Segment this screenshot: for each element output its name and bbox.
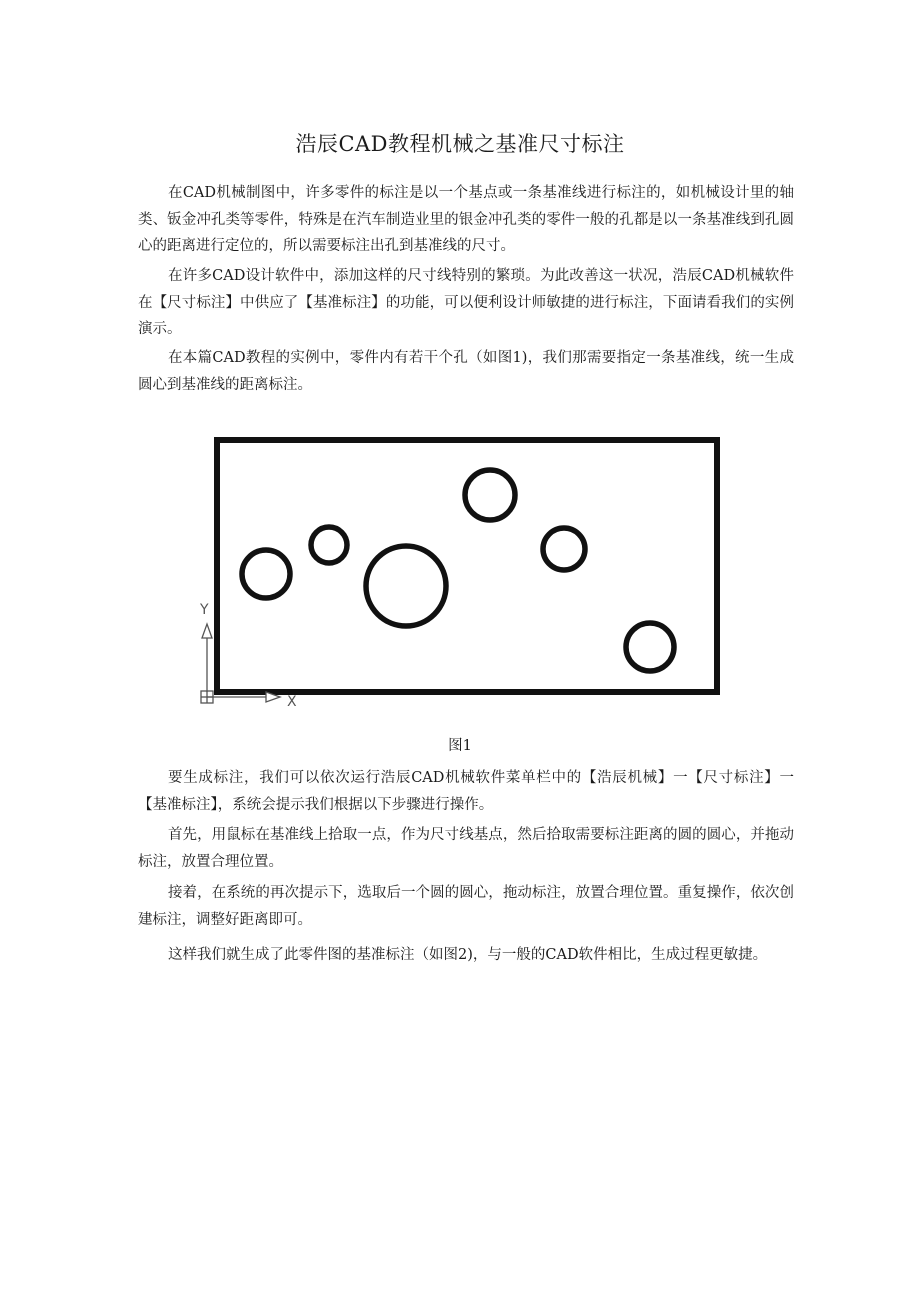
hole-circle [242, 550, 290, 598]
paragraph-software: 在许多CAD设计软件中，添加这样的尺寸线特别的繁琐。为此改善这一状况，浩辰CAD机械软件在【尺寸标注】中供应了【基准标注】的功能，可以便利设计师敏捷的进行标注，下面请看我们的实例演示。 [138, 268, 794, 337]
hole-circle [543, 528, 585, 570]
hole-circle [465, 470, 515, 520]
paragraph-step-first: 首先，用鼠标在基准线上拾取一点，作为尺寸线基点，然后拾取需要标注距离的圆的圆心，并拖动标注，放置合理位置。 [138, 827, 794, 870]
y-axis-arrow [202, 624, 212, 638]
paragraph-conclusion: 这样我们就生成了此零件图的基准标注（如图2)，与一般的CAD软件相比，生成过程更敏捷。 [168, 947, 768, 963]
paragraph-steps-intro: 要生成标注，我们可以依次运行浩辰CAD机械软件菜单栏中的【浩辰机械】一【尺寸标注】一【基准标注】，系统会提示我们根据以下步骤进行操作。 [138, 770, 794, 813]
hole-circle [366, 546, 446, 626]
part-outline [217, 440, 717, 692]
paragraph-intro: 在CAD机械制图中，许多零件的标注是以一个基点或一条基准线进行标注的，如机械设计里的轴类、钣金冲孔类等零件，特殊是在汽车制造业里的银金冲孔类的零件一般的孔都是以一条基准线到孔圆心的距离进行定位的，所以需要标注出孔到基准线的尺寸。 [138, 185, 794, 254]
hole-circle [626, 623, 674, 671]
figure-part-drawing [192, 430, 732, 720]
x-axis-label: X [287, 694, 297, 710]
paragraph-example: 在本篇CAD教程的实例中，零件内有若干个孔（如图1)，我们那需要指定一条基准线，统一生成圆心到基准线的距离标注。 [138, 350, 794, 393]
paragraph-step-next: 接着，在系统的再次提示下，选取后一个圆的圆心，拖动标注，放置合理位置。重复操作，依次创建标注，调整好距离即可。 [138, 885, 794, 928]
page-title: 浩辰CAD教程机械之基准尺寸标注 [295, 132, 625, 156]
figure-caption: 图1 [448, 738, 472, 754]
hole-circle [311, 527, 347, 563]
cad-drawing [192, 430, 732, 720]
y-axis-label: Y [200, 602, 209, 618]
